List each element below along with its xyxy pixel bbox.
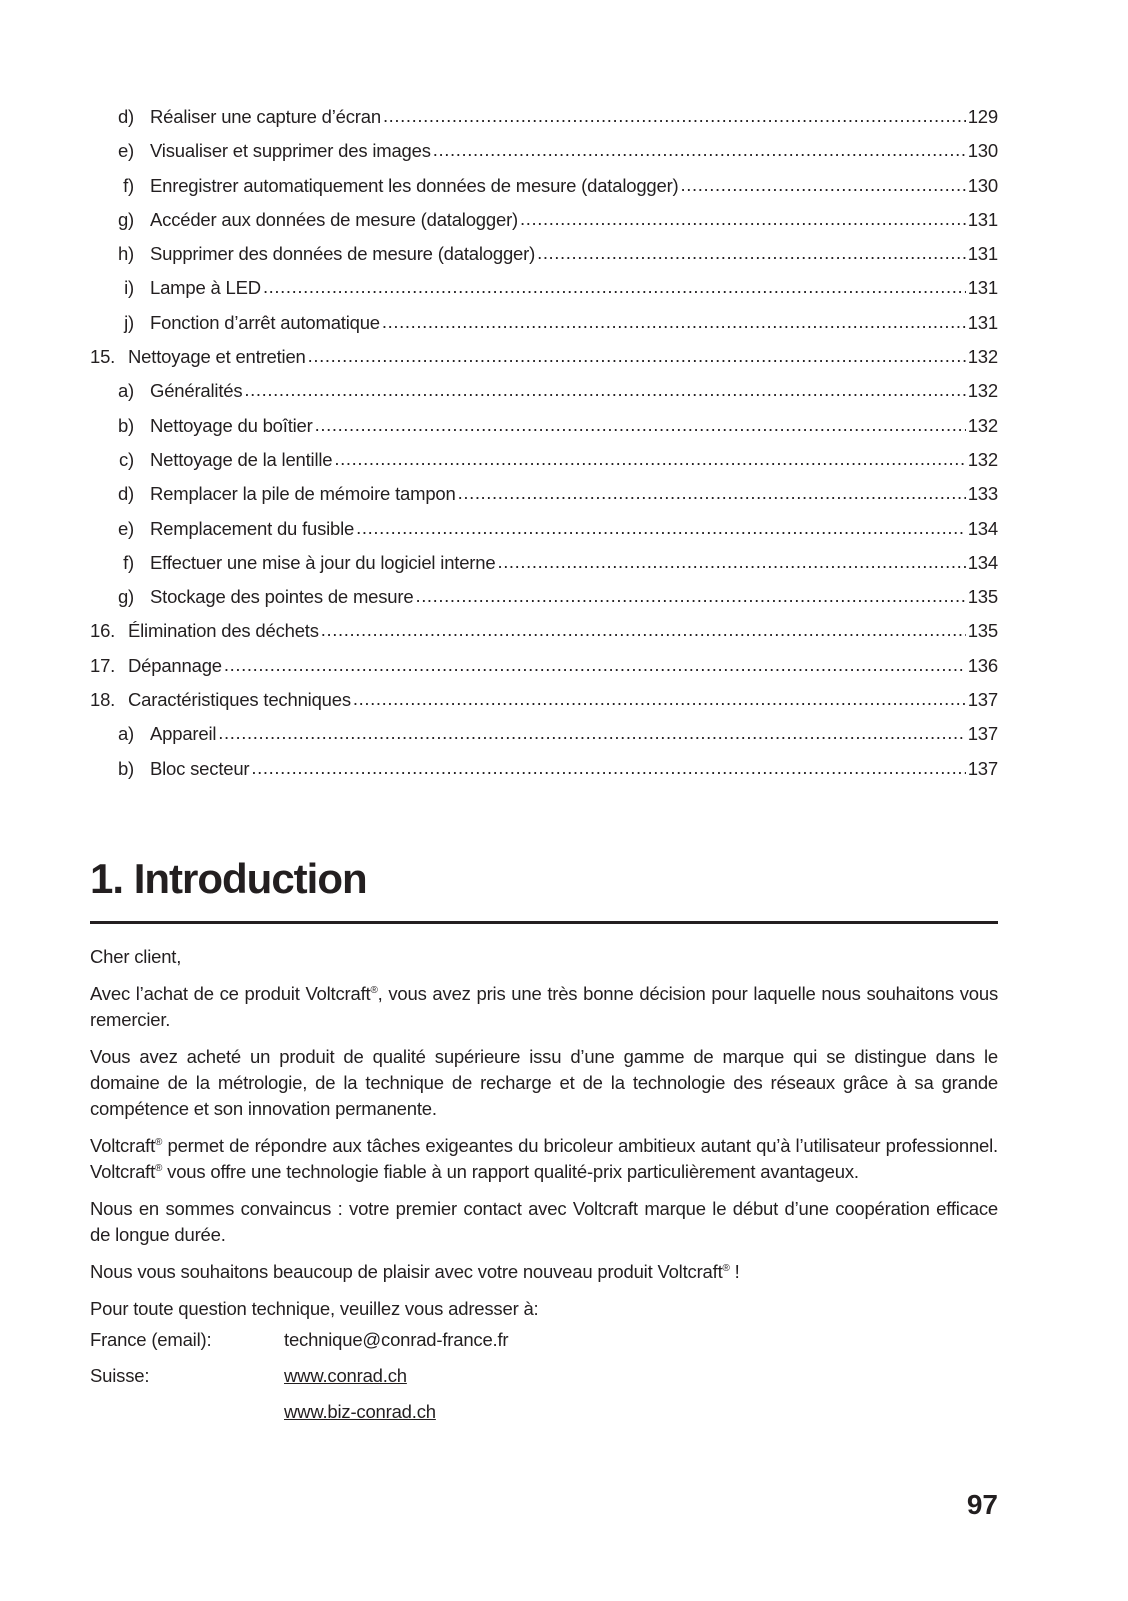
toc-entry-title: Réaliser une capture d’écran [150, 106, 381, 127]
toc-entry-number: e) [117, 517, 134, 539]
toc-entry-leader [251, 757, 965, 779]
toc-entry[interactable] [90, 655, 998, 689]
paragraph-2: Vous avez acheté un produit de qualité supérieure issu d’une gamme de marque qui se distingue dans le domaine de la métrologie, de la technique de recharge et de la technologie des réseaux grâce à sa grande compétence et son innovation permanente. [90, 1046, 998, 1119]
toc-entry-leader [383, 105, 966, 127]
toc-entry-leader [356, 517, 966, 539]
toc-entry-leader [415, 585, 965, 607]
toc-entry-page: 134 [967, 551, 998, 573]
toc-entry-title: Lampe à LED [150, 277, 261, 299]
toc-entry-page: 137 [967, 723, 998, 745]
toc-entry-title: Accéder aux données de mesure (datalogger) [150, 208, 518, 230]
toc-entry[interactable] [90, 483, 998, 517]
toc-entry-page: 137 [967, 757, 998, 779]
toc-entry-leader [433, 139, 966, 161]
toc-entry-page: 136 [967, 654, 998, 676]
toc-entry[interactable] [90, 415, 998, 449]
toc-entry-page: 135 [967, 586, 998, 608]
toc-entry-leader [458, 482, 966, 504]
toc-entry-leader [382, 311, 966, 333]
toc-entry-leader [353, 688, 966, 710]
toc-entry-title: Visualiser et supprimer des images [150, 140, 431, 162]
toc-entry[interactable] [90, 689, 998, 723]
toc-entry-title: Caractéristiques techniques [128, 689, 351, 711]
toc-entry[interactable] [90, 449, 998, 483]
paragraph-6: Pour toute question technique, veuillez vous adresser à: [90, 1298, 539, 1319]
toc-entry-page: 130 [967, 174, 998, 196]
toc-entry-page: 134 [967, 517, 998, 539]
toc-entry-number: b) [117, 757, 134, 779]
toc-entry-leader [218, 722, 965, 744]
table-of-contents [90, 106, 998, 792]
toc-entry[interactable] [90, 106, 998, 140]
toc-entry-leader [497, 551, 965, 573]
toc-entry-leader [263, 276, 966, 298]
toc-entry-page: 131 [967, 208, 998, 230]
toc-entry-leader [537, 242, 966, 264]
toc-entry-number: g) [117, 208, 134, 230]
toc-entry-title: Nettoyage de la lentille [150, 448, 333, 470]
toc-entry-title: Fonction d’arrêt automatique [150, 311, 380, 333]
toc-entry-page: 131 [967, 243, 998, 265]
toc-entry-number: 16. [90, 620, 116, 642]
toc-entry-page: 137 [967, 689, 998, 711]
toc-entry-page: 135 [967, 620, 998, 642]
toc-entry[interactable] [90, 586, 998, 620]
toc-entry-title: Stockage des pointes de mesure [150, 586, 414, 608]
toc-entry-leader [244, 379, 965, 401]
registered-mark: ® [370, 985, 378, 996]
contact-france-email[interactable]: technique@conrad-france.fr [284, 1329, 509, 1350]
contact-suisse-link-1[interactable]: www.conrad.ch [284, 1365, 407, 1386]
toc-entry-page: 130 [967, 140, 998, 162]
toc-entry-title: Remplacement du fusible [150, 517, 355, 539]
toc-entry[interactable] [90, 209, 998, 243]
toc-entry-leader [224, 654, 966, 676]
toc-entry-title: Nettoyage du boîtier [150, 414, 313, 436]
toc-entry-title: Nettoyage et entretien [128, 346, 306, 368]
toc-entry-number: e) [117, 140, 134, 162]
registered-mark: ® [155, 1137, 163, 1148]
toc-entry-page: 132 [967, 414, 998, 436]
toc-entry-leader [315, 414, 966, 436]
toc-entry[interactable] [90, 140, 998, 174]
toc-entry-number: d) [117, 483, 134, 505]
toc-entry[interactable] [90, 312, 998, 346]
toc-entry[interactable] [90, 518, 998, 552]
toc-entry-number: a) [117, 380, 134, 402]
toc-entry-page: 133 [967, 483, 998, 505]
toc-entry-title: Remplacer la pile de mémoire tampon [150, 483, 456, 505]
toc-entry-leader [520, 208, 966, 230]
page-number: 97 [966, 1489, 998, 1520]
toc-entry-page: 131 [967, 277, 998, 299]
toc-entry-number: 15. [90, 346, 116, 368]
toc-entry[interactable] [90, 552, 998, 586]
greeting: Cher client, [90, 946, 182, 967]
toc-entry[interactable] [90, 620, 998, 654]
toc-entry[interactable] [90, 346, 998, 380]
toc-entry-page: 132 [967, 448, 998, 470]
section-heading: 1. Introduction [90, 855, 367, 902]
toc-entry-number: h) [117, 243, 134, 265]
contact-france-label: France (email): [90, 1329, 212, 1350]
toc-entry-title: Appareil [150, 723, 217, 745]
toc-entry-number: j) [124, 311, 134, 333]
toc-entry-title: Supprimer des données de mesure (datalogger) [150, 243, 536, 265]
toc-entry-leader [321, 619, 966, 641]
toc-entry-page: 129 [967, 106, 998, 127]
toc-entry-title: Effectuer une mise à jour du logiciel interne [150, 551, 496, 573]
toc-entry-leader [308, 345, 966, 367]
paragraph-1: Avec l’achat de ce produit Voltcraft®, vous avez pris une très bonne décision pour laquelle nous souhaitons vous remercier. [90, 983, 998, 1030]
registered-mark: ® [155, 1163, 163, 1174]
toc-entry-title: Dépannage [128, 654, 222, 676]
heading-rule [90, 921, 998, 924]
contact-suisse-label: Suisse: [90, 1365, 150, 1386]
toc-entry-number: f) [123, 174, 134, 196]
contact-suisse-link-2[interactable]: www.biz-conrad.ch [284, 1401, 436, 1422]
toc-entry-number: c) [118, 448, 134, 470]
toc-entry[interactable] [90, 277, 998, 311]
toc-entry-number: g) [117, 586, 134, 608]
toc-entry[interactable] [90, 175, 998, 209]
toc-entry[interactable] [90, 723, 998, 757]
toc-entry-number: a) [117, 723, 134, 745]
toc-entry-title: Enregistrer automatiquement les données de mesure (datalogger) [150, 174, 679, 196]
toc-entry[interactable] [90, 243, 998, 277]
toc-entry-title: Généralités [150, 380, 243, 402]
toc-entry-title: Élimination des déchets [128, 620, 319, 642]
registered-mark: ® [722, 1263, 730, 1274]
toc-entry-number: d) [117, 106, 134, 127]
paragraph-4: Nous en sommes convaincus : votre premier contact avec Voltcraft marque le début d’une coopération efficace de longue durée. [90, 1198, 998, 1245]
toc-entry-page: 132 [967, 346, 998, 368]
toc-entry[interactable] [90, 380, 998, 414]
toc-entry-number: 17. [90, 654, 116, 676]
toc-entry-page: 132 [967, 380, 998, 402]
paragraph-5: Nous vous souhaitons beaucoup de plaisir avec votre nouveau produit Voltcraft® ! [90, 1261, 740, 1282]
toc-entry-title: Bloc secteur [150, 757, 250, 779]
toc-entry-leader [334, 448, 965, 470]
paragraph-3: Voltcraft® permet de répondre aux tâches exigeantes du bricoleur ambitieux autant qu’à l’utilisateur professionnel. Voltcraft® vous offre une technologie fiable à un rapport qualité-prix particulièrement avantageux. [90, 1135, 998, 1182]
toc-entry-page: 131 [967, 311, 998, 333]
toc-entry-leader [681, 174, 966, 196]
toc-entry-number: f) [123, 551, 134, 573]
introduction-body [90, 944, 998, 1333]
toc-entry-number: b) [117, 414, 134, 436]
toc-entry-number: 18. [90, 689, 116, 711]
toc-entry-number: i) [124, 277, 134, 299]
toc-entry[interactable] [90, 758, 998, 792]
